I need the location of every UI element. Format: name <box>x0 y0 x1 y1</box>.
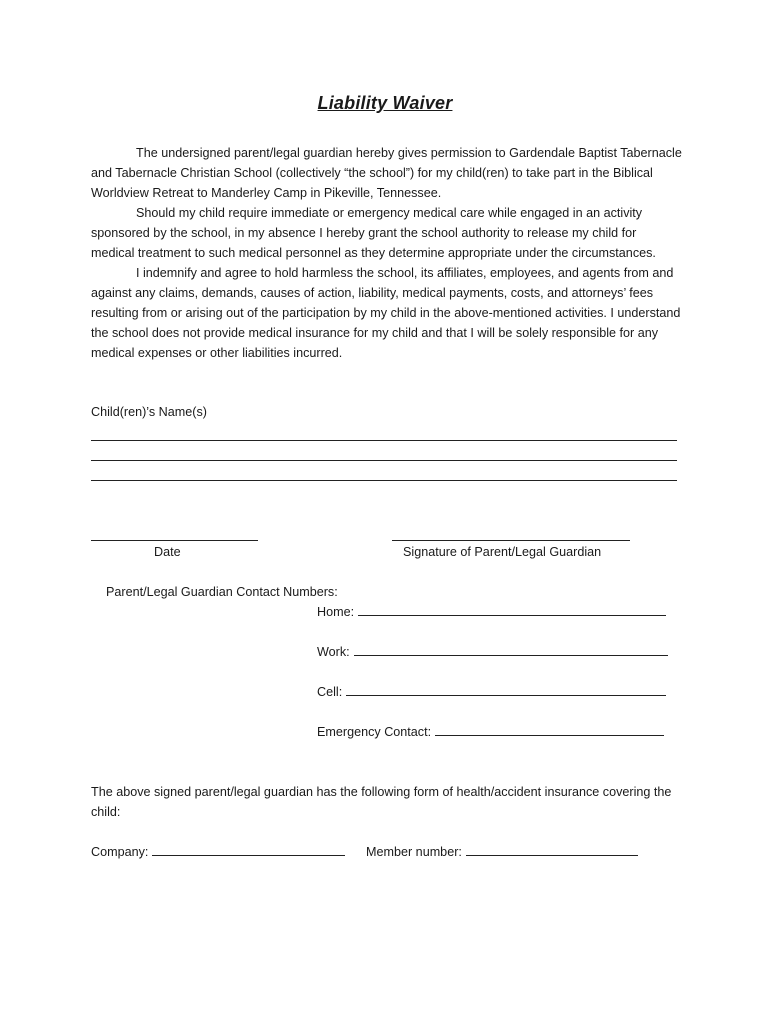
cell-phone-field <box>317 682 666 702</box>
indemnity-paragraph: I indemnify and agree to hold harmless the school, its affiliates, employees, and agents from and against any claims, demands, causes of action, liability, medical payments, costs, and attorneys’ fees resulting from or arising out of the participation by my child in the above-mentioned activities. I understand the school does not provide medical insurance for my child and that I will be solely responsible for any medical expenses or other liabilities incurred. <box>91 266 681 360</box>
signature-line[interactable] <box>392 540 630 541</box>
child-name-line-3[interactable] <box>91 480 677 481</box>
permission-paragraph: The undersigned parent/legal guardian hereby gives permission to Gardendale Baptist Tabernacle and Tabernacle Christian School (collectively “the school”) for my child(ren) to take part in the Biblical Worldview Retreat to Manderley Camp in Pikeville, Tennessee. <box>91 146 682 200</box>
company-line[interactable] <box>152 843 345 856</box>
date-label: Date <box>154 545 181 559</box>
member-number-label: Member number: <box>366 845 462 859</box>
waiver-body <box>91 143 683 363</box>
child-name-line-1[interactable] <box>91 440 677 441</box>
emergency-contact-field <box>317 722 664 742</box>
children-names-label: Child(ren)’s Name(s) <box>91 405 207 419</box>
company-label: Company: <box>91 845 149 859</box>
home-phone-field <box>317 602 666 622</box>
signature-label: Signature of Parent/Legal Guardian <box>403 545 602 559</box>
contact-heading: Parent/Legal Guardian Contact Numbers: <box>106 585 338 599</box>
home-phone-line[interactable] <box>358 603 666 616</box>
child-name-line-2[interactable] <box>91 460 677 461</box>
work-phone-label: Work: <box>317 645 350 659</box>
date-line[interactable] <box>91 540 258 541</box>
home-phone-label: Home: <box>317 605 355 619</box>
insurance-statement: The above signed parent/legal guardian has the following form of health/accident insurance covering the child: <box>91 785 672 819</box>
cell-phone-line[interactable] <box>346 683 666 696</box>
work-phone-field <box>317 642 668 662</box>
work-phone-line[interactable] <box>354 643 668 656</box>
member-number-field <box>366 842 638 862</box>
emergency-contact-line[interactable] <box>435 723 664 736</box>
emergency-contact-label: Emergency Contact: <box>317 725 432 739</box>
document-title: Liability Waiver <box>317 93 453 113</box>
cell-phone-label: Cell: <box>317 685 343 699</box>
member-number-line[interactable] <box>466 843 638 856</box>
medical-care-paragraph: Should my child require immediate or emergency medical care while engaged in an activity sponsored by the school, in my absence I hereby grant the school authority to release my child for medical treatment to such medical personnel as they determine appropriate under the circumstances. <box>91 206 656 260</box>
company-field <box>91 842 345 862</box>
